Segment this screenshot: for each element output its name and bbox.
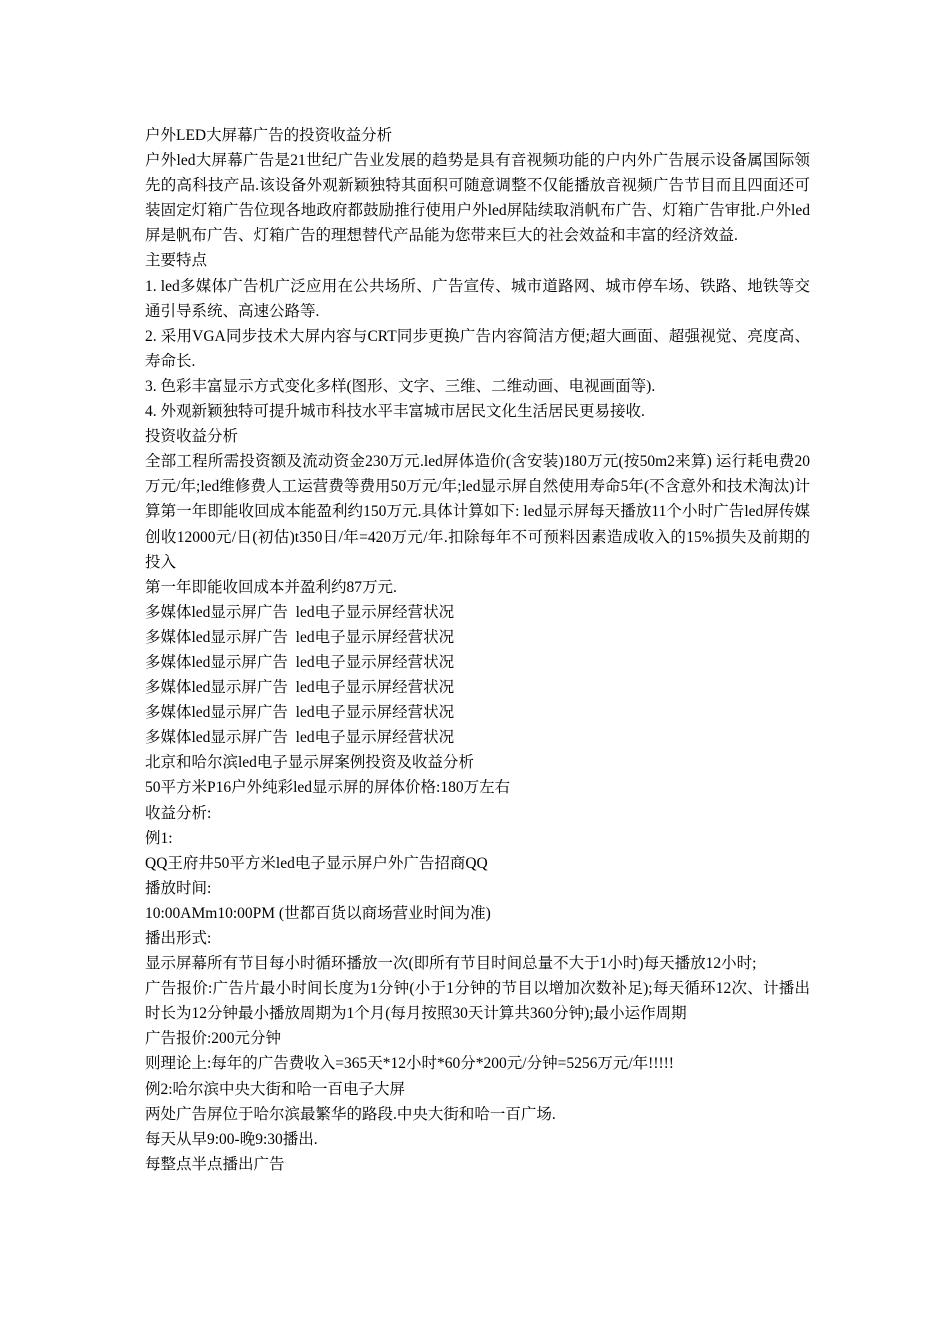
- first-year-line: 第一年即能收回成本并盈利约87万元.: [145, 578, 397, 596]
- example1-heading: 例1:: [145, 829, 173, 847]
- play-time-value: 10:00AMm10:00PM (世都百货以商场营业时间为准): [145, 904, 491, 922]
- case-heading: 北京和哈尔滨led电子显示屏案例投资及收益分析: [145, 754, 474, 772]
- ad-quote-paragraph: 广告报价:广告片最小时间长度为1分钟(小于1分钟的节目以增加次数补足);每天循环12次、计播出时长为12分钟最小播放周期为1个月(每月按照30天计算共360分钟);最小运作周期: [145, 980, 810, 1023]
- investment-paragraph: 全部工程所需投资额及流动资金230万元.led屏体造价(含安装)180万元(按50m2来算) 运行耗电费20万元/年;led维修费人工运营费等费用50万元/年;led显示屏自然使用寿命5年(不含意外和技术淘汰)计算第一年即能收回成本能盈利约150万元.具体计算如下: led显示屏每天播放11个小时广告led屏传媒创收12000元/日(初估)t350日/年=420万元/年.扣除每年不可预料因素造成收入的15%损失及前期的投入: [145, 453, 810, 571]
- repeated-line: 多媒体led显示屏广告 led电子显示屏经营状况: [145, 603, 455, 621]
- example2-location: 两处广告屏位于哈尔滨最繁华的路段.中央大街和哈一百广场.: [145, 1105, 556, 1123]
- example1-title: QQ王府井50平方米led电子显示屏户外广告招商QQ: [145, 854, 488, 872]
- theory-line: 则理论上:每年的广告费收入=365天*12小时*60分*200元/分钟=5256万元/年!!!!!: [145, 1055, 674, 1073]
- feature-item-2: 2. 采用VGA同步技术大屏内容与CRT同步更换广告内容简洁方便;超大画面、超强视觉、亮度高、寿命长.: [145, 327, 810, 370]
- feature-item-4: 4. 外观新颖独特可提升城市科技水平丰富城市居民文化生活居民更易接收.: [145, 403, 645, 421]
- repeated-line: 多媒体led显示屏广告 led电子显示屏经营状况: [145, 653, 455, 671]
- repeated-line: 多媒体led显示屏广告 led电子显示屏经营状况: [145, 729, 455, 747]
- ad-price-line: 广告报价:200元分钟: [145, 1030, 282, 1048]
- example2-heading: 例2:哈尔滨中央大街和哈一百电子大屏: [145, 1080, 406, 1098]
- play-form-label: 播出形式:: [145, 930, 212, 947]
- features-heading: 主要特点: [145, 252, 208, 270]
- document-body: [145, 123, 810, 1177]
- revenue-heading: 收益分析:: [145, 804, 212, 822]
- repeated-line: 多媒体led显示屏广告 led电子显示屏经营状况: [145, 679, 455, 697]
- intro-paragraph: 户外led大屏幕广告是21世纪广告业发展的趋势是具有音视频功能的户内外广告展示设备属国际领先的高科技产品.该设备外观新颖独特其面积可随意调整不仅能播放音视频广告节目而且四面还可装固定灯箱广告位现各地政府都鼓励推行使用户外led屏陆续取消帆布广告、灯箱广告审批.户外led屏是帆布广告、灯箱广告的理想替代产品能为您带来巨大的社会效益和丰富的经济效益.: [145, 152, 810, 245]
- price-line: 50平方米P16户外纯彩led显示屏的屏体价格:180万左右: [145, 779, 511, 797]
- investment-heading: 投资收益分析: [145, 428, 239, 446]
- play-time-label: 播放时间:: [145, 879, 212, 897]
- feature-item-3: 3. 色彩丰富显示方式变化多样(图形、文字、三维、二维动画、电视画面等).: [145, 377, 656, 395]
- feature-item-1: 1. led多媒体广告机广泛应用在公共场所、广告宣传、城市道路网、城市停车场、铁路、地铁等交通引导系统、高速公路等.: [145, 277, 810, 320]
- document-title: 户外LED大屏幕广告的投资收益分析: [145, 127, 393, 144]
- play-form-value: 显示屏幕所有节目每小时循环播放一次(即所有节目时间总量不大于1小时)每天播放12小时;: [145, 955, 757, 973]
- example2-frequency: 每整点半点播出广告: [145, 1155, 285, 1173]
- example2-schedule: 每天从早9:00-晚9:30播出.: [145, 1130, 318, 1148]
- repeated-line: 多媒体led显示屏广告 led电子显示屏经营状况: [145, 704, 455, 722]
- repeated-line: 多媒体led显示屏广告 led电子显示屏经营状况: [145, 628, 455, 646]
